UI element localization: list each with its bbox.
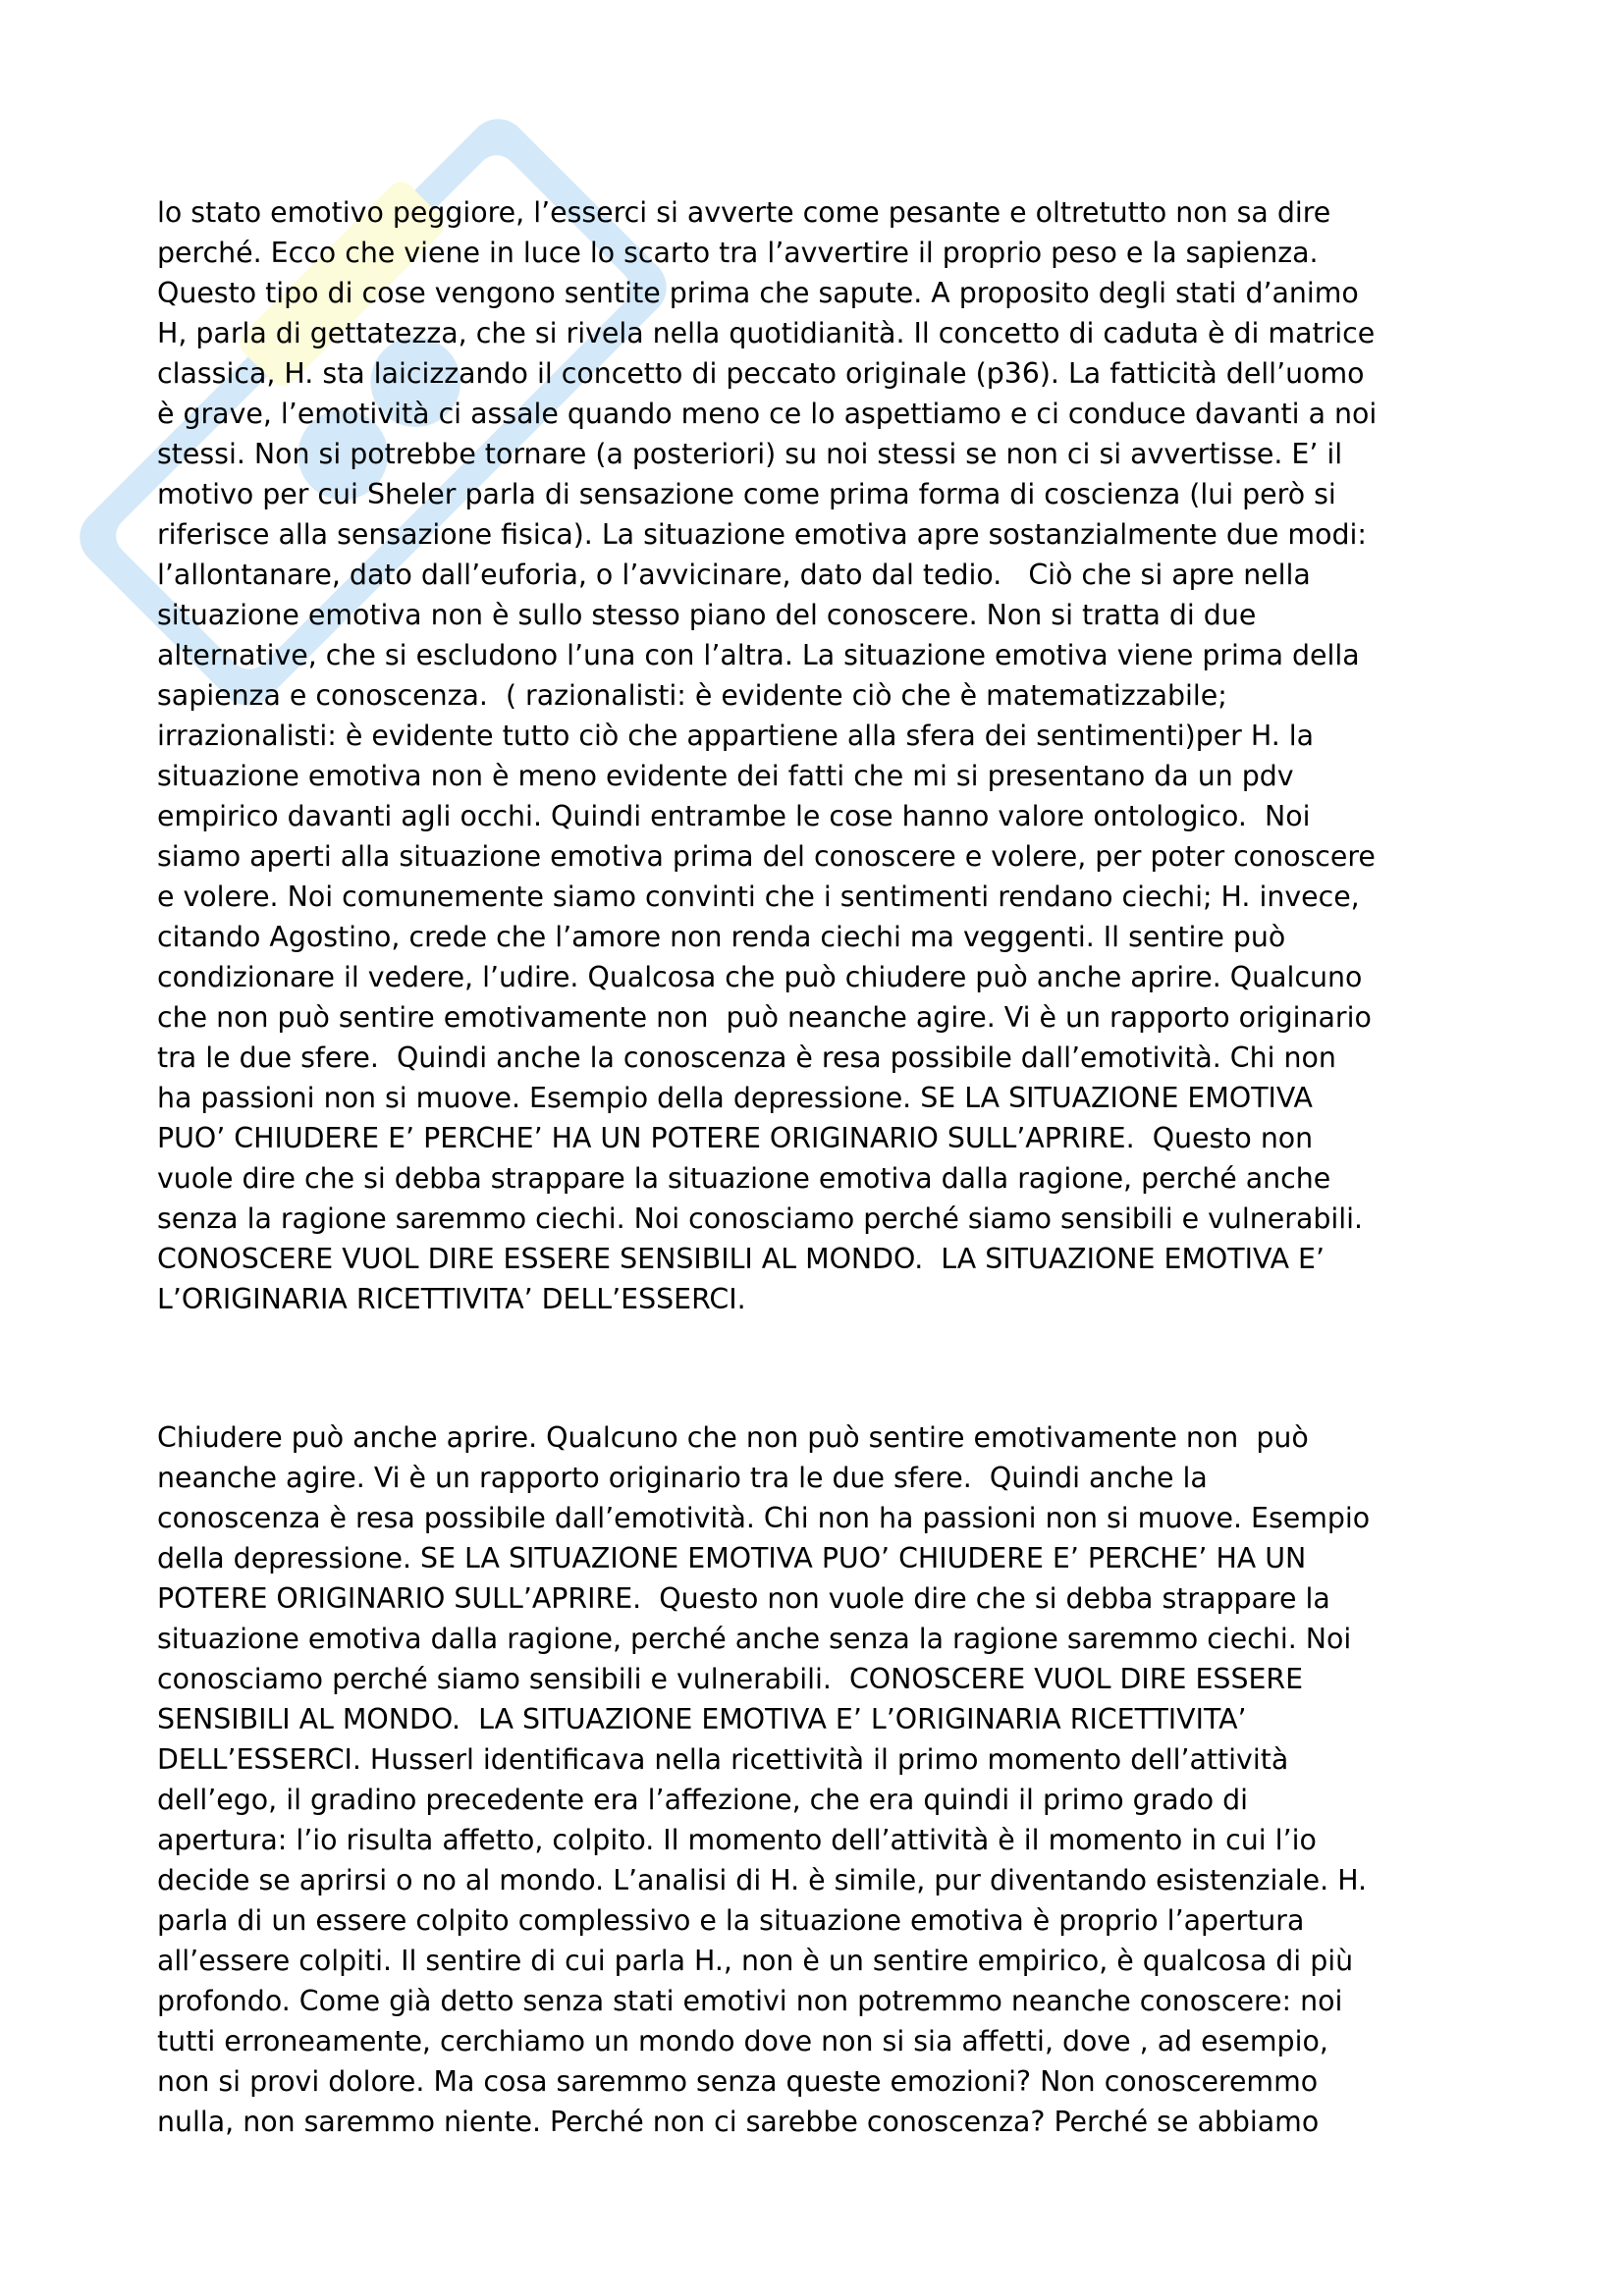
text-line: conosciamo perché siamo sensibili e vulnerabili. CONOSCERE VUOL DIRE ESSERE — [157, 1663, 1304, 1695]
text-line: non si provi dolore. Ma cosa saremmo senza queste emozioni? Non conosceremmo — [157, 2065, 1319, 2098]
text-line: irrazionalisti: è evidente tutto ciò che appartiene alla sfera dei sentimenti)per H. la — [157, 720, 1315, 752]
text-line: della depressione. SE LA SITUAZIONE EMOTIVA PUO’ CHIUDERE E’ PERCHE’ HA UN — [157, 1542, 1307, 1575]
text-line: conoscenza è resa possibile dall’emotività. Chi non ha passioni non si muove. Esempio — [157, 1502, 1371, 1534]
text-line: l’allontanare, dato dall’euforia, o l’avvicinare, dato dal tedio. Ciò che si apre nella — [157, 559, 1311, 591]
text-line: apertura: l’io risulta affetto, colpito. Il momento dell’attività è il momento in cui l’io — [157, 1824, 1317, 1856]
text-line: stessi. Non si potrebbe tornare (a posteriori) su noi stessi se non ci si avvertisse. E’ il — [157, 438, 1343, 470]
text-line: empirico davanti agli occhi. Quindi entrambe le cose hanno valore ontologico. Noi — [157, 800, 1311, 832]
text-line: siamo aperti alla situazione emotiva prima del conoscere e volere, per poter conoscere — [157, 840, 1376, 873]
text-line: PUO’ CHIUDERE E’ PERCHE’ HA UN POTERE ORIGINARIO SULL’APRIRE. Questo non — [157, 1122, 1314, 1154]
text-line: condizionare il vedere, l’udire. Qualcosa che può chiudere può anche aprire. Qualcuno — [157, 961, 1363, 993]
text-line: parla di un essere colpito complessivo e la situazione emotiva è proprio l’apertura — [157, 1904, 1305, 1937]
text-line: citando Agostino, crede che l’amore non renda ciechi ma veggenti. Il sentire può — [157, 921, 1286, 953]
text-line: dell’ego, il gradino precedente era l’affezione, che era quindi il primo grado di — [157, 1784, 1249, 1816]
text-line: decide se aprirsi o no al mondo. L’analisi di H. è simile, pur diventando esistenziale. H. — [157, 1864, 1368, 1896]
text-line: è grave, l’emotività ci assale quando meno ce lo aspettiamo e ci conduce davanti a noi — [157, 398, 1378, 430]
text-line: perché. Ecco che viene in luce lo scarto tra l’avvertire il proprio peso e la sapienza. — [157, 237, 1319, 269]
text-line: CONOSCERE VUOL DIRE ESSERE SENSIBILI AL MONDO. LA SITUAZIONE EMOTIVA E’ — [157, 1243, 1325, 1275]
text-line: senza la ragione saremmo ciechi. Noi conosciamo perché siamo sensibili e vulnerabili. — [157, 1202, 1364, 1235]
text-line: situazione emotiva non è sullo stesso piano del conoscere. Non si tratta di due — [157, 599, 1257, 631]
text-line: nulla, non saremmo niente. Perché non ci sarebbe conoscenza? Perché se abbiamo — [157, 2106, 1320, 2138]
text-line: all’essere colpiti. Il sentire di cui parla H., non è un sentire empirico, è qualcosa di più — [157, 1945, 1354, 1977]
svg-text:●●: ●● — [251, 291, 494, 533]
text-line: motivo per cui Sheler parla di sensazione come prima forma di coscienza (lui però si — [157, 478, 1336, 510]
text-line: riferisce alla sensazione fisica). La situazione emotiva apre sostanzialmente due modi: — [157, 518, 1367, 551]
text-line: che non può sentire emotivamente non può neanche agire. Vi è un rapporto originario — [157, 1001, 1372, 1034]
text-line: SENSIBILI AL MONDO. LA SITUAZIONE EMOTIVA E’ L’ORIGINARIA RICETTIVITA’ — [157, 1703, 1247, 1735]
text-line: tutti erroneamente, cerchiamo un mondo dove non si sia affetti, dove , ad esempio, — [157, 2025, 1328, 2057]
text-line: L’ORIGINARIA RICETTIVITA’ DELL’ESSERCI. — [157, 1283, 746, 1315]
text-line: profondo. Come già detto senza stati emotivi non potremmo neanche conoscere: noi — [157, 1985, 1343, 2017]
text-line: situazione emotiva non è meno evidente dei fatti che mi si presentano da un pdv — [157, 760, 1294, 792]
text-line: DELL’ESSERCI. Husserl identificava nella ricettività il primo momento dell’attività — [157, 1743, 1289, 1776]
text-line: classica, H. sta laicizzando il concetto di peccato originale (p36). La fatticità dell’uomo — [157, 357, 1365, 390]
text-line: neanche agire. Vi è un rapporto originario tra le due sfere. Quindi anche la — [157, 1462, 1208, 1494]
text-line: situazione emotiva dalla ragione, perché anche senza la ragione saremmo ciechi. Noi — [157, 1623, 1352, 1655]
text-line: lo stato emotivo peggiore, l’esserci si avverte come pesante e oltretutto non sa dire — [157, 196, 1331, 229]
text-line: tra le due sfere. Quindi anche la conoscenza è resa possibile dall’emotività. Chi non — [157, 1041, 1336, 1074]
paragraph-1 — [157, 192, 1492, 1319]
text-line: vuole dire che si debba strappare la situazione emotiva dalla ragione, perché anche — [157, 1162, 1331, 1195]
text-line: alternative, che si escludono l’una con l’altra. La situazione emotiva viene prima della — [157, 639, 1360, 671]
text-line: Questo tipo di cose vengono sentite prima che sapute. A proposito degli stati d’animo — [157, 277, 1359, 309]
text-line: sapienza e conoscenza. ( razionalisti: è evidente ciò che è matematizzabile; — [157, 679, 1227, 712]
text-line: ha passioni non si muove. Esempio della depressione. SE LA SITUAZIONE EMOTIVA — [157, 1082, 1313, 1114]
text-line: POTERE ORIGINARIO SULL’APRIRE. Questo non vuole dire che si debba strappare la — [157, 1582, 1330, 1615]
text-line: H, parla di gettatezza, che si rivela nella quotidianità. Il concetto di caduta è di matrice — [157, 317, 1376, 349]
text-line: e volere. Noi comunemente siamo convinti che i sentimenti rendano ciechi; H. invece, — [157, 881, 1360, 913]
text-line: Chiudere può anche aprire. Qualcuno che non può sentire emotivamente non può — [157, 1421, 1309, 1454]
paragraph-2 — [157, 1417, 1492, 2142]
